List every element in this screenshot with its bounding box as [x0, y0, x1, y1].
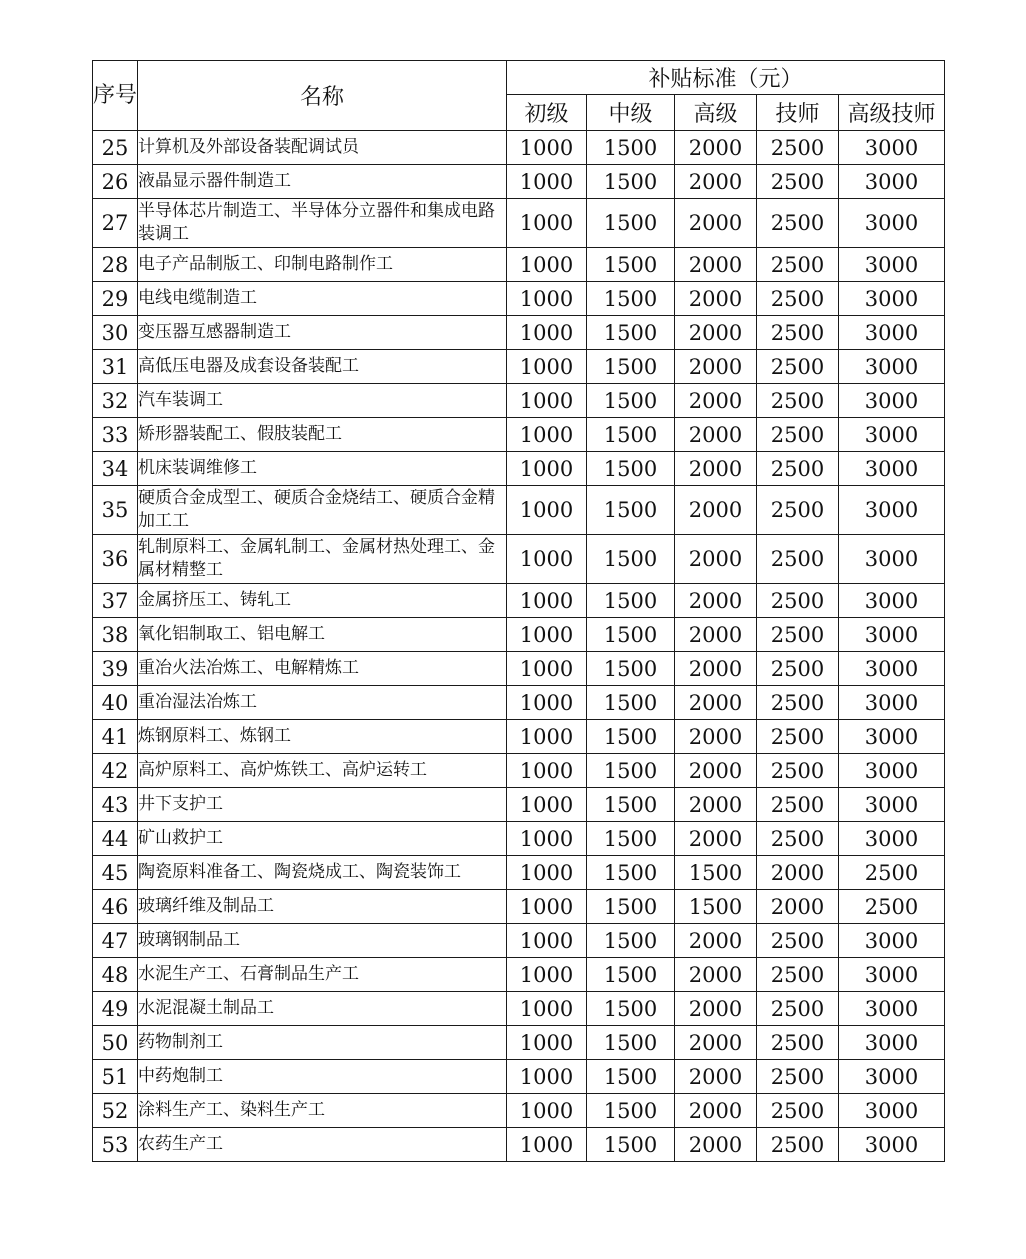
row-name: 变压器互感器制造工 — [138, 316, 507, 350]
row-value-senior: 2000 — [675, 992, 757, 1026]
row-seq: 45 — [93, 856, 138, 890]
row-name: 半导体芯片制造工、半导体分立器件和集成电路装调工 — [138, 199, 507, 248]
header-level-junior: 初级 — [507, 95, 587, 131]
row-value-senior: 2000 — [675, 618, 757, 652]
row-value-technician: 2000 — [757, 890, 839, 924]
row-name: 轧制原料工、金属轧制工、金属材热处理工、金属材精整工 — [138, 535, 507, 584]
row-name: 液晶显示器件制造工 — [138, 165, 507, 199]
table-row — [93, 856, 945, 890]
row-value-technician: 2500 — [757, 282, 839, 316]
row-value-technician: 2500 — [757, 452, 839, 486]
row-value-senior: 2000 — [675, 652, 757, 686]
row-value-intermediate: 1500 — [587, 316, 675, 350]
row-value-junior: 1000 — [507, 486, 587, 535]
row-name: 金属挤压工、铸轧工 — [138, 584, 507, 618]
row-name: 矫形器装配工、假肢装配工 — [138, 418, 507, 452]
row-value-intermediate: 1500 — [587, 418, 675, 452]
row-value-senior: 2000 — [675, 199, 757, 248]
row-seq: 26 — [93, 165, 138, 199]
row-value-intermediate: 1500 — [587, 992, 675, 1026]
row-value-senior: 2000 — [675, 535, 757, 584]
row-seq: 48 — [93, 958, 138, 992]
row-value-senior: 2000 — [675, 131, 757, 165]
row-value-technician: 2500 — [757, 924, 839, 958]
row-name: 氧化铝制取工、铝电解工 — [138, 618, 507, 652]
table-row — [93, 618, 945, 652]
table-row — [93, 248, 945, 282]
row-seq: 49 — [93, 992, 138, 1026]
row-name: 水泥生产工、石膏制品生产工 — [138, 958, 507, 992]
row-value-junior: 1000 — [507, 350, 587, 384]
row-value-senior: 2000 — [675, 788, 757, 822]
row-value-senior: 2000 — [675, 924, 757, 958]
row-value-technician: 2500 — [757, 1060, 839, 1094]
row-value-technician: 2500 — [757, 418, 839, 452]
row-value-intermediate: 1500 — [587, 131, 675, 165]
row-value-technician: 2500 — [757, 720, 839, 754]
row-value-senior-technician: 3000 — [839, 584, 945, 618]
row-seq: 51 — [93, 1060, 138, 1094]
row-value-junior: 1000 — [507, 822, 587, 856]
row-seq: 47 — [93, 924, 138, 958]
row-value-senior: 2000 — [675, 486, 757, 535]
row-value-technician: 2500 — [757, 384, 839, 418]
row-value-senior: 2000 — [675, 418, 757, 452]
table-row — [93, 958, 945, 992]
row-name: 机床装调维修工 — [138, 452, 507, 486]
row-value-technician: 2500 — [757, 992, 839, 1026]
row-seq: 43 — [93, 788, 138, 822]
header-seq: 序号 — [93, 61, 138, 131]
row-name: 药物制剂工 — [138, 1026, 507, 1060]
row-value-senior-technician: 3000 — [839, 350, 945, 384]
row-value-senior: 2000 — [675, 958, 757, 992]
row-seq: 52 — [93, 1094, 138, 1128]
row-seq: 32 — [93, 384, 138, 418]
row-value-senior-technician: 3000 — [839, 924, 945, 958]
row-value-senior: 2000 — [675, 1026, 757, 1060]
row-value-senior: 2000 — [675, 720, 757, 754]
row-value-intermediate: 1500 — [587, 890, 675, 924]
row-seq: 42 — [93, 754, 138, 788]
header-level-intermediate: 中级 — [587, 95, 675, 131]
row-value-senior-technician: 3000 — [839, 992, 945, 1026]
row-value-senior: 2000 — [675, 282, 757, 316]
row-name: 水泥混凝土制品工 — [138, 992, 507, 1026]
row-value-intermediate: 1500 — [587, 1026, 675, 1060]
row-value-senior: 2000 — [675, 754, 757, 788]
header-name: 名称 — [138, 61, 507, 131]
row-seq: 38 — [93, 618, 138, 652]
row-name: 汽车装调工 — [138, 384, 507, 418]
row-value-technician: 2500 — [757, 199, 839, 248]
row-seq: 25 — [93, 131, 138, 165]
row-value-technician: 2500 — [757, 131, 839, 165]
table-row — [93, 316, 945, 350]
table-row — [93, 165, 945, 199]
table-row — [93, 199, 945, 248]
row-value-senior-technician: 3000 — [839, 686, 945, 720]
row-name: 涂料生产工、染料生产工 — [138, 1094, 507, 1128]
row-name: 重冶湿法冶炼工 — [138, 686, 507, 720]
row-value-senior: 2000 — [675, 452, 757, 486]
row-value-senior-technician: 3000 — [839, 1128, 945, 1162]
row-value-senior-technician: 3000 — [839, 535, 945, 584]
row-value-junior: 1000 — [507, 720, 587, 754]
row-value-senior: 2000 — [675, 248, 757, 282]
row-value-technician: 2500 — [757, 822, 839, 856]
row-value-senior: 2000 — [675, 350, 757, 384]
row-value-technician: 2500 — [757, 618, 839, 652]
row-value-senior-technician: 3000 — [839, 248, 945, 282]
row-seq: 31 — [93, 350, 138, 384]
row-value-junior: 1000 — [507, 890, 587, 924]
row-seq: 53 — [93, 1128, 138, 1162]
row-value-junior: 1000 — [507, 1094, 587, 1128]
row-value-intermediate: 1500 — [587, 618, 675, 652]
row-seq: 40 — [93, 686, 138, 720]
row-value-senior: 2000 — [675, 1060, 757, 1094]
row-value-senior-technician: 3000 — [839, 282, 945, 316]
row-value-senior-technician: 3000 — [839, 418, 945, 452]
row-seq: 41 — [93, 720, 138, 754]
row-value-senior-technician: 3000 — [839, 1060, 945, 1094]
row-value-senior-technician: 3000 — [839, 958, 945, 992]
row-value-senior-technician: 2500 — [839, 856, 945, 890]
row-value-senior-technician: 3000 — [839, 452, 945, 486]
table-row — [93, 535, 945, 584]
row-name: 陶瓷原料准备工、陶瓷烧成工、陶瓷装饰工 — [138, 856, 507, 890]
row-value-junior: 1000 — [507, 384, 587, 418]
table-row — [93, 754, 945, 788]
table-row — [93, 418, 945, 452]
row-value-intermediate: 1500 — [587, 822, 675, 856]
table-row — [93, 452, 945, 486]
table-row — [93, 350, 945, 384]
row-seq: 46 — [93, 890, 138, 924]
row-value-senior-technician: 3000 — [839, 1026, 945, 1060]
table-row — [93, 788, 945, 822]
row-name: 电子产品制版工、印制电路制作工 — [138, 248, 507, 282]
row-name: 高低压电器及成套设备装配工 — [138, 350, 507, 384]
row-value-junior: 1000 — [507, 992, 587, 1026]
row-name: 玻璃钢制品工 — [138, 924, 507, 958]
header-subsidy-standard: 补贴标准（元） — [507, 61, 945, 95]
row-value-intermediate: 1500 — [587, 856, 675, 890]
row-value-senior: 1500 — [675, 890, 757, 924]
row-value-junior: 1000 — [507, 652, 587, 686]
row-name: 矿山救护工 — [138, 822, 507, 856]
row-value-junior: 1000 — [507, 452, 587, 486]
row-seq: 27 — [93, 199, 138, 248]
row-seq: 50 — [93, 1026, 138, 1060]
row-value-intermediate: 1500 — [587, 754, 675, 788]
row-name: 中药炮制工 — [138, 1060, 507, 1094]
table-row — [93, 652, 945, 686]
row-value-junior: 1000 — [507, 165, 587, 199]
row-value-technician: 2000 — [757, 856, 839, 890]
row-value-junior: 1000 — [507, 418, 587, 452]
row-value-senior-technician: 3000 — [839, 486, 945, 535]
table-row — [93, 822, 945, 856]
row-value-technician: 2500 — [757, 958, 839, 992]
table-row — [93, 1026, 945, 1060]
row-value-intermediate: 1500 — [587, 452, 675, 486]
row-value-senior: 2000 — [675, 316, 757, 350]
row-value-senior-technician: 3000 — [839, 165, 945, 199]
table-row — [93, 720, 945, 754]
row-seq: 39 — [93, 652, 138, 686]
row-value-junior: 1000 — [507, 788, 587, 822]
row-value-technician: 2500 — [757, 1128, 839, 1162]
row-seq: 36 — [93, 535, 138, 584]
row-value-technician: 2500 — [757, 486, 839, 535]
row-value-junior: 1000 — [507, 316, 587, 350]
row-value-junior: 1000 — [507, 199, 587, 248]
row-value-junior: 1000 — [507, 924, 587, 958]
row-value-junior: 1000 — [507, 248, 587, 282]
row-value-technician: 2500 — [757, 165, 839, 199]
row-value-junior: 1000 — [507, 754, 587, 788]
row-value-senior-technician: 3000 — [839, 788, 945, 822]
row-value-intermediate: 1500 — [587, 686, 675, 720]
row-value-senior-technician: 3000 — [839, 316, 945, 350]
row-value-technician: 2500 — [757, 350, 839, 384]
row-name: 炼钢原料工、炼钢工 — [138, 720, 507, 754]
row-seq: 44 — [93, 822, 138, 856]
row-value-intermediate: 1500 — [587, 720, 675, 754]
row-value-intermediate: 1500 — [587, 165, 675, 199]
row-value-intermediate: 1500 — [587, 652, 675, 686]
row-value-intermediate: 1500 — [587, 199, 675, 248]
row-value-senior: 2000 — [675, 384, 757, 418]
row-value-technician: 2500 — [757, 1094, 839, 1128]
row-value-senior: 2000 — [675, 1128, 757, 1162]
row-value-technician: 2500 — [757, 248, 839, 282]
row-value-senior-technician: 3000 — [839, 1094, 945, 1128]
row-seq: 34 — [93, 452, 138, 486]
row-value-senior-technician: 2500 — [839, 890, 945, 924]
table-row — [93, 1128, 945, 1162]
row-name: 重冶火法冶炼工、电解精炼工 — [138, 652, 507, 686]
header-level-senior: 高级 — [675, 95, 757, 131]
row-value-junior: 1000 — [507, 686, 587, 720]
row-value-intermediate: 1500 — [587, 282, 675, 316]
row-value-senior-technician: 3000 — [839, 652, 945, 686]
row-value-senior-technician: 3000 — [839, 199, 945, 248]
row-value-senior-technician: 3000 — [839, 131, 945, 165]
row-value-junior: 1000 — [507, 282, 587, 316]
row-seq: 33 — [93, 418, 138, 452]
row-seq: 28 — [93, 248, 138, 282]
row-name: 玻璃纤维及制品工 — [138, 890, 507, 924]
row-value-junior: 1000 — [507, 1060, 587, 1094]
row-seq: 30 — [93, 316, 138, 350]
row-value-junior: 1000 — [507, 535, 587, 584]
row-seq: 35 — [93, 486, 138, 535]
document-page — [92, 60, 944, 1162]
row-name: 高炉原料工、高炉炼铁工、高炉运转工 — [138, 754, 507, 788]
row-value-junior: 1000 — [507, 1128, 587, 1162]
row-value-senior: 2000 — [675, 1094, 757, 1128]
table-body — [93, 131, 945, 1162]
row-value-junior: 1000 — [507, 618, 587, 652]
table-row — [93, 1094, 945, 1128]
row-value-senior-technician: 3000 — [839, 618, 945, 652]
row-value-technician: 2500 — [757, 686, 839, 720]
row-seq: 29 — [93, 282, 138, 316]
row-value-technician: 2500 — [757, 316, 839, 350]
row-value-intermediate: 1500 — [587, 1094, 675, 1128]
table-row — [93, 1060, 945, 1094]
row-name: 计算机及外部设备装配调试员 — [138, 131, 507, 165]
row-value-senior: 1500 — [675, 856, 757, 890]
table-row — [93, 686, 945, 720]
row-value-intermediate: 1500 — [587, 1128, 675, 1162]
row-value-senior: 2000 — [675, 822, 757, 856]
header-row-top — [93, 61, 945, 95]
row-value-intermediate: 1500 — [587, 248, 675, 282]
table-row — [93, 384, 945, 418]
row-value-junior: 1000 — [507, 958, 587, 992]
table-row — [93, 924, 945, 958]
row-value-intermediate: 1500 — [587, 584, 675, 618]
table-row — [93, 890, 945, 924]
row-name: 井下支护工 — [138, 788, 507, 822]
row-value-intermediate: 1500 — [587, 788, 675, 822]
row-value-senior: 2000 — [675, 165, 757, 199]
row-value-technician: 2500 — [757, 788, 839, 822]
row-value-senior-technician: 3000 — [839, 384, 945, 418]
row-value-senior-technician: 3000 — [839, 822, 945, 856]
row-value-senior-technician: 3000 — [839, 720, 945, 754]
table-row — [93, 486, 945, 535]
row-value-intermediate: 1500 — [587, 958, 675, 992]
header-level-senior-technician: 高级技师 — [839, 95, 945, 131]
row-value-senior-technician: 3000 — [839, 754, 945, 788]
row-name: 农药生产工 — [138, 1128, 507, 1162]
row-value-intermediate: 1500 — [587, 486, 675, 535]
row-value-technician: 2500 — [757, 1026, 839, 1060]
table-row — [93, 282, 945, 316]
subsidy-table — [92, 60, 945, 1162]
row-value-junior: 1000 — [507, 131, 587, 165]
row-value-intermediate: 1500 — [587, 535, 675, 584]
table-row — [93, 992, 945, 1026]
row-value-intermediate: 1500 — [587, 384, 675, 418]
row-name: 硬质合金成型工、硬质合金烧结工、硬质合金精加工工 — [138, 486, 507, 535]
row-seq: 37 — [93, 584, 138, 618]
row-value-senior: 2000 — [675, 686, 757, 720]
header-level-technician: 技师 — [757, 95, 839, 131]
row-value-senior: 2000 — [675, 584, 757, 618]
row-value-intermediate: 1500 — [587, 350, 675, 384]
row-name: 电线电缆制造工 — [138, 282, 507, 316]
row-value-junior: 1000 — [507, 584, 587, 618]
row-value-technician: 2500 — [757, 652, 839, 686]
table-row — [93, 131, 945, 165]
row-value-intermediate: 1500 — [587, 1060, 675, 1094]
row-value-technician: 2500 — [757, 535, 839, 584]
row-value-intermediate: 1500 — [587, 924, 675, 958]
row-value-junior: 1000 — [507, 856, 587, 890]
row-value-technician: 2500 — [757, 584, 839, 618]
row-value-technician: 2500 — [757, 754, 839, 788]
table-row — [93, 584, 945, 618]
row-value-junior: 1000 — [507, 1026, 587, 1060]
